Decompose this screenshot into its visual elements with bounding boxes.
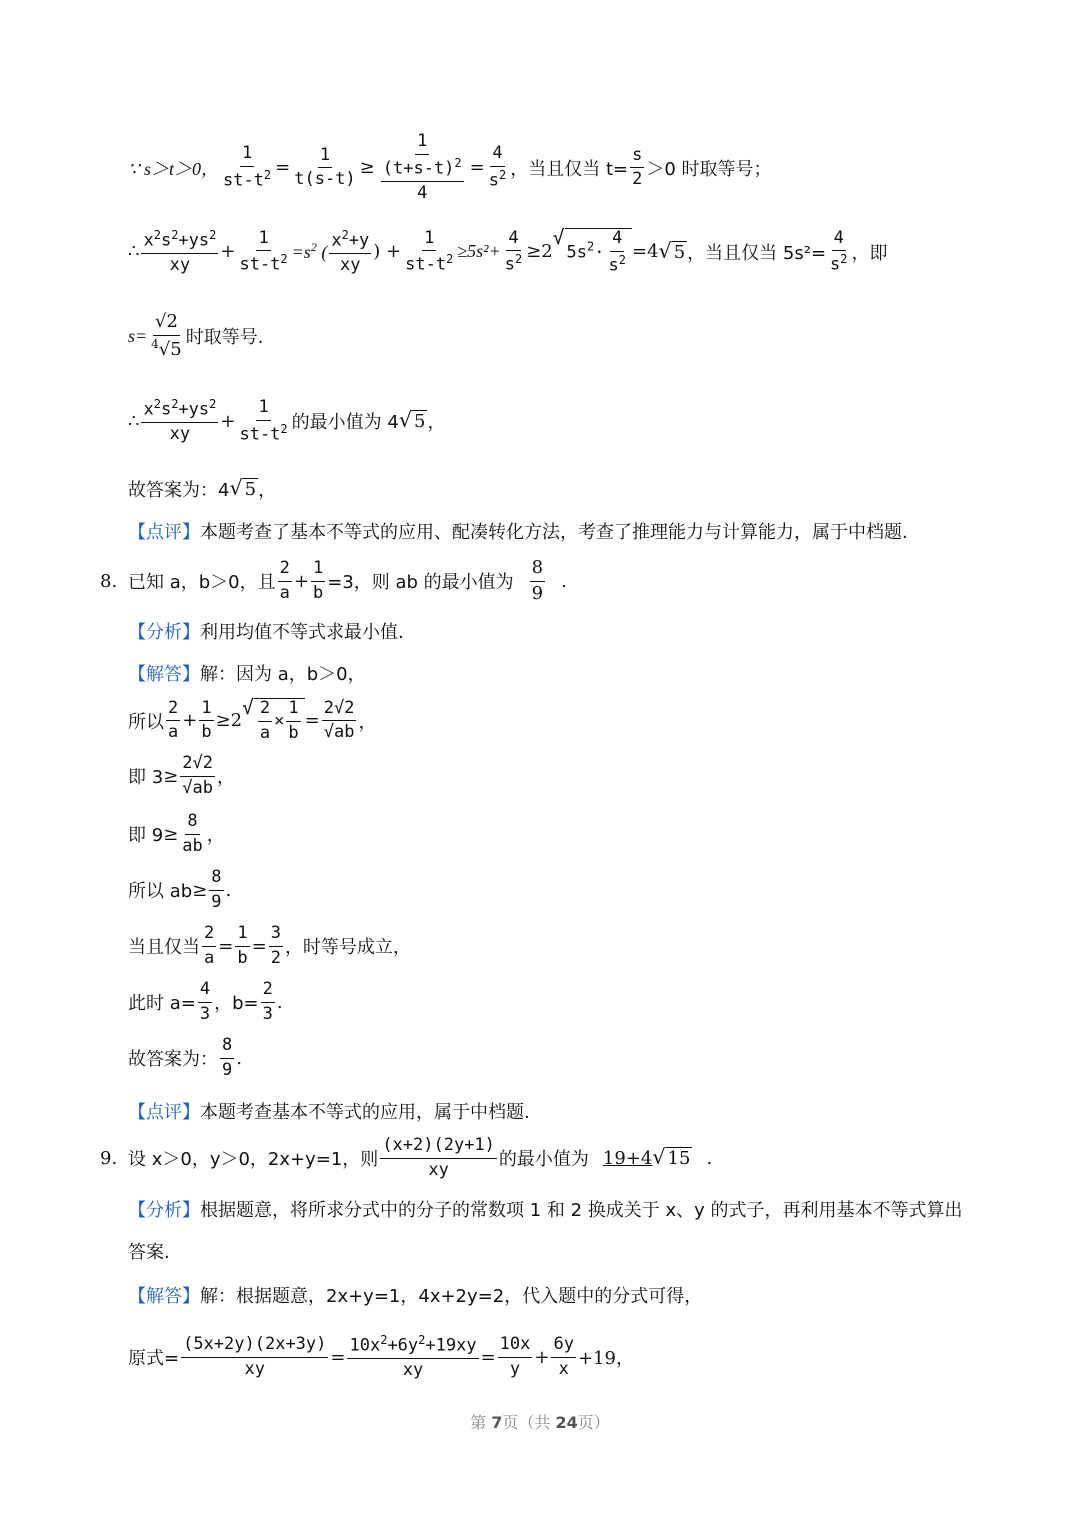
text: 当且仅当 xyxy=(128,937,200,959)
solution-8-step1: 所以 $\frac{2}{a}$ + $\frac{1}{b}$ ≥2 √ $\frac{2}{a}$ × $\frac{1}{b}$ = $\frac{2√2}{√ab}$ ， xyxy=(128,696,377,743)
fraction: $\frac{1}{\frac{(t+s-t)^2}{4}}$ xyxy=(382,131,462,203)
text: =4 xyxy=(631,241,659,263)
fraction: $\frac{1}{st-t^2}$ xyxy=(222,143,272,191)
answer-fraction: $\frac{8}{9}$ xyxy=(531,557,544,604)
sqrt: √ 5 xyxy=(658,238,686,263)
comment-tag: 【点评】 xyxy=(128,1102,200,1123)
solution-line-3 xyxy=(128,312,263,360)
text: 本题考查了基本不等式的应用、配凑转化方法，考查了推理能力与计算能力，属于中档题. xyxy=(200,522,908,543)
page-footer xyxy=(0,1410,1080,1433)
comment-8 xyxy=(128,1098,530,1124)
fraction: $\frac{4}{3}$ xyxy=(199,979,211,1024)
fraction: $\frac{1}{t(s-t)}$ xyxy=(294,144,356,190)
fraction: $\frac{x^2s^2+ys^2}{xy}$ xyxy=(143,227,217,275)
text: 页） xyxy=(577,1413,610,1432)
text: 时取等号. xyxy=(185,327,264,349)
fraction: $\frac{x^2+y}{xy}$ xyxy=(331,227,370,275)
fraction: $\frac{1}{b}$ xyxy=(312,558,324,603)
text: 即 9 xyxy=(128,825,164,847)
fraction: $\frac{8}{9}$ xyxy=(211,867,222,912)
text: 故答案为： xyxy=(128,1049,218,1071)
analysis-tag: 【分析】 xyxy=(128,1200,200,1221)
fraction: $\frac{2√2}{√ab}$ xyxy=(182,753,213,798)
page-total: 24 xyxy=(555,1413,578,1432)
fraction: $\frac{8}{ab}$ xyxy=(182,811,203,856)
fraction: $\frac{2√2}{√ab}$ xyxy=(323,697,355,743)
text: ，b= xyxy=(214,993,259,1015)
question-number: 8. xyxy=(100,570,118,592)
solution-8-step3: 即 9 ≥ $\frac{8}{ab}$ ， xyxy=(128,811,225,856)
text: 解：因为 a，b＞0， xyxy=(200,664,366,685)
fraction: $\frac{√2}{^4√5}$ xyxy=(151,311,182,360)
text: 即 3 xyxy=(128,767,164,789)
fraction: $\frac{(5x+2y)(2x+3y)}{xy}$ xyxy=(183,1334,327,1379)
text: 利用均值不等式求最小值. xyxy=(200,622,404,643)
question-number: 9. xyxy=(100,1147,118,1169)
fraction: $\frac{2}{a}$ xyxy=(204,923,215,968)
solution-line-2: ∴ $\frac{x^2s^2+ys^2}{xy}$ + $\frac{1}{st-t^2}$ $=s^2$ ( $\frac{x^2+y}{xy}$ ) + $\frac{1}{st-t^2}$ ≥5s²+ $\frac{4}{s^2}$ ≥2 √ $5s^2\cdot$ $\frac{4}{s^2}$ =4 √ 5 ，当且仅当 5s²= $\frac{4}{s^2}$ ，即 xyxy=(128,226,888,276)
text: ＞0 时取等号； xyxy=(646,158,772,180)
solution-8-step5: 当且仅当 $\frac{2}{a}$ = $\frac{1}{b}$ = $\frac{3}{2}$ ，时等号成立， xyxy=(128,923,411,968)
fraction: $\frac{8}{9}$ xyxy=(222,1035,233,1080)
analysis-9-cont xyxy=(128,1238,170,1264)
question-9: 9. 设 x＞0，y＞0，2x+y=1，则 $\frac{(x+2)(2y+1)}{xy}$ 的最小值为 19+4 √ 15 . xyxy=(100,1135,713,1180)
solution-8-step2: 即 3 ≥ $\frac{2√2}{√ab}$ ， xyxy=(128,753,235,798)
answer-line: 故答案为：4 √ 5 ， xyxy=(128,476,277,501)
text: ，当且仅当 t= xyxy=(510,158,629,180)
page-number: 7 xyxy=(491,1413,503,1432)
sqrt: √ 15 xyxy=(652,1145,691,1170)
fraction: $\frac{10x}{y}$ xyxy=(499,1334,531,1379)
text: 故答案为：4 xyxy=(128,480,230,501)
sqrt: √ $\frac{2}{a}$ × $\frac{1}{b}$ xyxy=(242,698,305,743)
solution-8 xyxy=(128,660,366,686)
answer-8: 故答案为： $\frac{8}{9}$ . xyxy=(128,1035,242,1080)
fraction: $\frac{1}{b}$ xyxy=(237,923,248,968)
text: ，当且仅当 5s²= xyxy=(687,242,827,264)
text: 设 x＞0，y＞0，2x+y=1，则 xyxy=(128,1149,379,1171)
sqrt: √ 5 xyxy=(398,408,426,433)
fraction: $\frac{4}{s^2}$ xyxy=(830,227,848,275)
analysis-tag: 【分析】 xyxy=(128,622,200,643)
text: ，即 xyxy=(851,242,888,264)
text: s= xyxy=(128,325,148,346)
fraction: $\frac{(x+2)(2y+1)}{xy}$ xyxy=(382,1135,495,1180)
text: ∵ s＞t＞0， xyxy=(128,158,219,179)
text: ∴ xyxy=(128,241,140,263)
text: 解：根据题意，2x+y=1，4x+2y=2，代入题中的分式可得， xyxy=(200,1286,703,1307)
solution-line-1: ∵ s＞t＞0， $\frac{1}{st-t^2}$ = $\frac{1}{t(s-t)}$ ≥ $\frac{1}{\frac{(t+s-t)^2}{4}}$ = $\frac{4}{s^2}$ ，当且仅当 t= $\frac{s}{2}$ ＞0 时取等号； xyxy=(128,131,772,203)
text: ，时等号成立， xyxy=(284,937,411,959)
fraction: $\frac{4}{s^2}$ xyxy=(504,227,523,275)
fraction: $\frac{1}{st-t^2}$ xyxy=(239,397,288,445)
text: 此时 a= xyxy=(128,993,196,1015)
text: 答案. xyxy=(128,1242,170,1263)
text: 已知 a，b＞0，且 xyxy=(128,572,276,594)
text: ≥5s²+ xyxy=(457,241,501,262)
question-8: 8. 已知 a，b＞0，且 $\frac{2}{a}$ + $\frac{1}{b}$ =3，则 ab 的最小值为 $\frac{8}{9}$ . xyxy=(100,557,567,604)
sqrt: √ $5s^2\cdot$ $\frac{4}{s^2}$ xyxy=(553,228,632,276)
text: 第 xyxy=(470,1413,492,1432)
fraction: $\frac{2}{a}$ xyxy=(279,558,290,603)
solution-line-4: ∴ $\frac{x^2s^2+ys^2}{xy}$ + $\frac{1}{st-t^2}$ 的最小值为 4 √ 5 ， xyxy=(128,397,446,445)
fraction: $\frac{4}{s^2}$ xyxy=(488,143,507,191)
solution-8-step4: 所以 ab ≥ $\frac{8}{9}$ . xyxy=(128,867,232,912)
text: 的最小值为 4 xyxy=(291,412,399,434)
comment-line xyxy=(128,518,908,544)
text: 的最小值为 xyxy=(498,1149,589,1171)
solution-9 xyxy=(128,1282,702,1308)
answer-text: 19+4 xyxy=(602,1148,653,1170)
fraction: $\frac{6y}{x}$ xyxy=(553,1334,574,1379)
fraction: $\frac{x^2s^2+ys^2}{xy}$ xyxy=(143,397,217,445)
text: =3，则 ab 的最小值为 xyxy=(327,572,514,594)
text: ∴ xyxy=(128,410,140,432)
fraction: $\frac{1}{b}$ xyxy=(201,697,212,743)
text: 根据题意，将所求分式中的分子的常数项 1 和 2 换成关于 x、y 的式子，再利用基本不等式算出 xyxy=(200,1200,963,1221)
text: 本题考查基本不等式的应用，属于中档题. xyxy=(200,1102,530,1123)
analysis-9 xyxy=(128,1196,963,1222)
solution-9-step1: 原式= $\frac{(5x+2y)(2x+3y)}{xy}$ = $\frac{10x^2+6y^2+19xy}{xy}$ = $\frac{10x}{y}$ + $\frac{6y}{x}$ +19， xyxy=(128,1333,634,1381)
fraction: $\frac{2}{3}$ xyxy=(262,979,273,1024)
solution-tag: 【解答】 xyxy=(128,664,200,685)
text: 所以 ab xyxy=(128,881,193,903)
sqrt: √ 5 xyxy=(229,476,257,500)
text: 所以 xyxy=(128,711,164,733)
fraction: $\frac{2}{a}$ xyxy=(168,697,179,743)
fraction: $\frac{s}{2}$ xyxy=(632,144,643,190)
text: 原式= xyxy=(128,1348,180,1370)
fraction: $\frac{1}{st-t^2}$ xyxy=(405,227,454,275)
fraction: $\frac{1}{st-t^2}$ xyxy=(239,227,288,275)
solution-8-step6: 此时 a= $\frac{4}{3}$ ，b= $\frac{2}{3}$ . xyxy=(128,979,283,1024)
analysis-8 xyxy=(128,618,404,644)
solution-tag: 【解答】 xyxy=(128,1286,200,1307)
comment-tag: 【点评】 xyxy=(128,522,200,543)
fraction: $\frac{3}{2}$ xyxy=(270,923,281,968)
text: 页（共 xyxy=(502,1413,556,1432)
fraction: $\frac{10x^2+6y^2+19xy}{xy}$ xyxy=(349,1333,477,1381)
